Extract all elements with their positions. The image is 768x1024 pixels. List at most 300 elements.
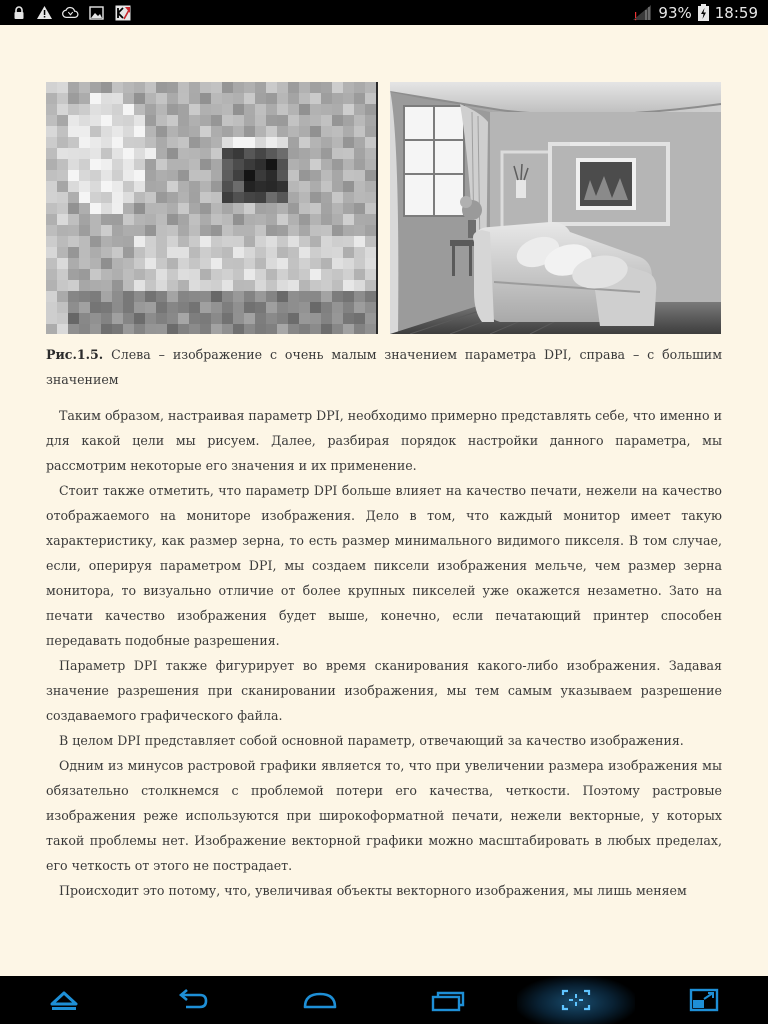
pixel-block (68, 137, 79, 148)
pixel-block (189, 324, 200, 334)
pixel-block (266, 192, 277, 203)
pixel-block (255, 137, 266, 148)
pixel-block (310, 181, 321, 192)
pixel-block (255, 324, 266, 334)
pixel-block (134, 104, 145, 115)
pixel-block (299, 159, 310, 170)
pixel-block (200, 280, 211, 291)
pixel-block (200, 269, 211, 280)
pixel-block (266, 115, 277, 126)
pixel-block (288, 170, 299, 181)
pixel-block (321, 93, 332, 104)
pixel-block (354, 214, 365, 225)
pixel-block (145, 192, 156, 203)
pixel-block (156, 148, 167, 159)
pixel-block (354, 181, 365, 192)
pixel-block (79, 236, 90, 247)
pixel-block (200, 104, 211, 115)
pixel-block (288, 115, 299, 126)
status-bar (0, 0, 768, 25)
pixel-block (200, 148, 211, 159)
pixel-block (156, 159, 167, 170)
pixel-block (244, 192, 255, 203)
pixel-block (310, 324, 321, 334)
pixel-block (189, 82, 200, 93)
pixel-block (167, 258, 178, 269)
pixel-block (343, 115, 354, 126)
pixel-block (244, 82, 255, 93)
pixel-block (57, 302, 68, 313)
pixel-block (211, 104, 222, 115)
pixel-block (343, 126, 354, 137)
pixel-block (101, 291, 112, 302)
pixel-block (233, 137, 244, 148)
pixel-block (343, 247, 354, 258)
pixel-block (57, 214, 68, 225)
pixel-block (211, 324, 222, 334)
pixel-block (288, 137, 299, 148)
paragraph: Одним из минусов растровой графики является то, что при увеличении размера изображения мы обязательно столкнемся с проблемой потери его качества, четкости. Поэтому растровые изображения реже используются при широкоформатной печати, нежели векторные, у которых такой проблемы нет. Изображение векторной графики можно масштабировать в любых пределах, его четкость от этого не пострадает. (46, 758, 722, 873)
pixel-block (57, 137, 68, 148)
pixel-block (46, 126, 57, 137)
pixel-block (332, 181, 343, 192)
pixel-block (244, 324, 255, 334)
pixel-block (299, 269, 310, 280)
pixel-block (266, 203, 277, 214)
pixel-block (112, 247, 123, 258)
pixel-block (365, 313, 376, 324)
pixel-block (321, 313, 332, 324)
pixel-block (266, 104, 277, 115)
pixel-block (211, 280, 222, 291)
pixel-block (365, 247, 376, 258)
pixel-block (211, 291, 222, 302)
pixel-block (178, 313, 189, 324)
pixel-block (123, 137, 134, 148)
pixel-block (299, 104, 310, 115)
pixel-block (178, 203, 189, 214)
pixel-block (79, 104, 90, 115)
pixel-block (288, 258, 299, 269)
pixel-block (299, 203, 310, 214)
pixel-block (365, 137, 376, 148)
pixel-block (255, 159, 266, 170)
pixel-block (90, 170, 101, 181)
pixel-block (222, 280, 233, 291)
pixel-block (343, 280, 354, 291)
pixel-block (112, 181, 123, 192)
pixel-block (277, 324, 288, 334)
pixel-block (211, 115, 222, 126)
pixel-block (90, 115, 101, 126)
pixel-block (167, 269, 178, 280)
pixel-block (343, 258, 354, 269)
pixel-block (167, 93, 178, 104)
pixel-block (200, 203, 211, 214)
pixel-block (156, 313, 167, 324)
pixel-block (112, 324, 123, 334)
pixel-block (68, 159, 79, 170)
pixel-block (343, 236, 354, 247)
pixel-block (365, 148, 376, 159)
pixel-block (145, 104, 156, 115)
pixel-block (46, 192, 57, 203)
pixel-block (189, 104, 200, 115)
pixel-block (189, 181, 200, 192)
pixel-block (266, 225, 277, 236)
pixel-block (46, 104, 57, 115)
pixel-block (255, 93, 266, 104)
pixel-block (299, 82, 310, 93)
pixel-block (233, 82, 244, 93)
pixel-block (310, 93, 321, 104)
pixel-block (255, 192, 266, 203)
pixel-block (288, 225, 299, 236)
pixel-block (189, 280, 200, 291)
pixel-block (233, 181, 244, 192)
pixel-block (134, 269, 145, 280)
pixel-block (310, 247, 321, 258)
pixel-block (211, 302, 222, 313)
pixel-block (332, 302, 343, 313)
pixel-block (46, 258, 57, 269)
pixel-block (244, 115, 255, 126)
pixel-block (101, 181, 112, 192)
home-button[interactable] (270, 976, 370, 1024)
pixel-block (310, 82, 321, 93)
pixel-block (310, 159, 321, 170)
pixel-block (167, 302, 178, 313)
pixel-block (123, 170, 134, 181)
pixel-block (332, 269, 343, 280)
pixel-block (134, 181, 145, 192)
pixel-block (189, 313, 200, 324)
pixel-block (266, 269, 277, 280)
pixel-block (288, 126, 299, 137)
pixel-block (101, 236, 112, 247)
pixel-block (79, 126, 90, 137)
pixel-block (68, 225, 79, 236)
pixel-block (57, 324, 68, 334)
pixel-block (343, 214, 354, 225)
pixel-block (332, 159, 343, 170)
pixel-block (266, 324, 277, 334)
pixel-block (288, 280, 299, 291)
pixel-block (255, 170, 266, 181)
pixel-block (123, 115, 134, 126)
pixel-block (277, 93, 288, 104)
pixel-block (354, 269, 365, 280)
pixel-block (57, 291, 68, 302)
pixel-block (101, 258, 112, 269)
pixel-block (288, 181, 299, 192)
pixel-block (57, 159, 68, 170)
pixel-block (90, 148, 101, 159)
pixel-block (112, 302, 123, 313)
warning-icon (36, 4, 53, 21)
pixel-block (222, 104, 233, 115)
pixel-block (145, 82, 156, 93)
pixel-block (354, 148, 365, 159)
pixel-block (277, 203, 288, 214)
pixel-block (101, 170, 112, 181)
pixel-block (57, 313, 68, 324)
pixel-block (365, 159, 376, 170)
pixel-block (134, 148, 145, 159)
pixel-block (123, 214, 134, 225)
pixel-block (255, 82, 266, 93)
pixel-block (277, 291, 288, 302)
pixel-block (332, 137, 343, 148)
pixel-block (112, 148, 123, 159)
pixel-block (68, 280, 79, 291)
pixel-block (112, 203, 123, 214)
pixel-block (189, 236, 200, 247)
pixel-block (354, 324, 365, 334)
pixel-block (200, 93, 211, 104)
pixel-block (222, 247, 233, 258)
pixel-block (90, 225, 101, 236)
pixel-block (123, 159, 134, 170)
pixel-block (233, 225, 244, 236)
pixel-block (233, 302, 244, 313)
pixel-block (299, 93, 310, 104)
pixel-block (321, 170, 332, 181)
pixel-block (277, 269, 288, 280)
pixel-block (244, 148, 255, 159)
pixel-block (321, 280, 332, 291)
pixel-block (354, 302, 365, 313)
pixel-block (79, 115, 90, 126)
figure-caption (46, 342, 722, 392)
pixel-block (321, 148, 332, 159)
pixel-block (222, 159, 233, 170)
pixel-block (156, 247, 167, 258)
recent-apps-button[interactable] (398, 976, 498, 1024)
hide-bar-icon (48, 988, 80, 1012)
pixel-block (57, 280, 68, 291)
pixel-block (46, 225, 57, 236)
pixel-block (288, 159, 299, 170)
pixel-block (200, 159, 211, 170)
pixel-block (200, 181, 211, 192)
pixel-block (310, 313, 321, 324)
pixel-block (343, 148, 354, 159)
pixel-block (277, 258, 288, 269)
pixel-block (167, 236, 178, 247)
pixel-block (310, 170, 321, 181)
pixel-block (266, 93, 277, 104)
pixel-block (244, 104, 255, 115)
pixel-block (343, 192, 354, 203)
pixel-block (90, 313, 101, 324)
pixel-block (145, 280, 156, 291)
pixel-block (167, 126, 178, 137)
pixel-block (310, 137, 321, 148)
pixel-block (90, 126, 101, 137)
pixel-block (46, 82, 57, 93)
pixel-block (343, 203, 354, 214)
back-button[interactable] (142, 976, 242, 1024)
pixel-block (57, 126, 68, 137)
pixel-block (167, 291, 178, 302)
pixel-block (288, 214, 299, 225)
pixel-block (332, 247, 343, 258)
pixel-block (343, 291, 354, 302)
pixel-block (277, 225, 288, 236)
pixel-block (79, 280, 90, 291)
pixel-block (255, 104, 266, 115)
caption-text: Слева – изображение с очень малым значением параметра DPI, справа – с большим значением (46, 347, 722, 387)
pixel-block (233, 291, 244, 302)
pixel-block (123, 269, 134, 280)
pixel-block (134, 258, 145, 269)
pixel-block (255, 126, 266, 137)
pixel-block (90, 302, 101, 313)
pixel-block (343, 324, 354, 334)
pixel-block (156, 82, 167, 93)
pixel-block (134, 170, 145, 181)
pixel-block (222, 170, 233, 181)
pixel-block (123, 313, 134, 324)
pixel-block (123, 225, 134, 236)
pixel-block (156, 291, 167, 302)
hide-bar-button[interactable] (14, 976, 114, 1024)
pixel-block (266, 181, 277, 192)
pixel-block (233, 203, 244, 214)
pixel-block (211, 192, 222, 203)
pixel-block (46, 115, 57, 126)
pixel-block (145, 126, 156, 137)
pixel-block (134, 137, 145, 148)
pixel-block (244, 247, 255, 258)
pixel-block (200, 192, 211, 203)
pixel-block (343, 269, 354, 280)
pixel-block (145, 181, 156, 192)
pixel-block (189, 192, 200, 203)
pixel-block (211, 181, 222, 192)
pixel-block (255, 236, 266, 247)
pixel-block (211, 170, 222, 181)
system-status (632, 0, 758, 25)
pixel-block (299, 247, 310, 258)
pixel-block (365, 324, 376, 334)
pixel-block (343, 302, 354, 313)
pixel-block (79, 159, 90, 170)
pixel-block (365, 280, 376, 291)
pixel-block (288, 302, 299, 313)
pixel-block (189, 214, 200, 225)
pixel-block (68, 104, 79, 115)
pixel-block (156, 236, 167, 247)
pixel-block (365, 291, 376, 302)
pixel-block (178, 214, 189, 225)
screenshot-button[interactable] (526, 976, 626, 1024)
pixel-block (365, 192, 376, 203)
pixel-block (90, 291, 101, 302)
pixel-block (189, 93, 200, 104)
pixel-block (145, 203, 156, 214)
pixel-block (145, 236, 156, 247)
pixel-block (57, 104, 68, 115)
pixel-block (90, 247, 101, 258)
pixel-block (68, 258, 79, 269)
pixel-block (178, 181, 189, 192)
pixel-block (365, 236, 376, 247)
image-icon (88, 4, 105, 21)
pixel-block (255, 203, 266, 214)
pixel-block (57, 82, 68, 93)
pixel-block (255, 115, 266, 126)
pixel-block (189, 203, 200, 214)
pixel-block (134, 236, 145, 247)
pixel-block (211, 225, 222, 236)
pixel-block (332, 93, 343, 104)
pixel-block (277, 148, 288, 159)
pixel-block (134, 93, 145, 104)
pixel-block (343, 137, 354, 148)
pixel-block (354, 313, 365, 324)
pixel-block (112, 258, 123, 269)
pixel-block (200, 225, 211, 236)
pixel-block (211, 93, 222, 104)
pixel-block (90, 192, 101, 203)
reader-page[interactable] (0, 25, 768, 976)
pixel-block (145, 159, 156, 170)
low-dpi-image (46, 82, 376, 334)
pixel-block (321, 203, 332, 214)
pixel-block (112, 269, 123, 280)
pixel-block (233, 93, 244, 104)
pixel-block (79, 192, 90, 203)
cloud-icon (62, 4, 79, 21)
pixel-block (233, 258, 244, 269)
pixel-block (354, 192, 365, 203)
pixel-block (277, 247, 288, 258)
pixel-block (321, 159, 332, 170)
pixel-block (123, 236, 134, 247)
pixel-block (310, 291, 321, 302)
pixel-block (79, 324, 90, 334)
pixel-block (101, 137, 112, 148)
pixel-block (277, 115, 288, 126)
pixel-block (277, 214, 288, 225)
pixel-block (68, 291, 79, 302)
pixel-block (277, 302, 288, 313)
pixel-block (233, 104, 244, 115)
pixel-block (178, 126, 189, 137)
pixel-block (156, 104, 167, 115)
kaspersky-icon (114, 4, 131, 21)
pixel-block (222, 148, 233, 159)
pixel-block (299, 126, 310, 137)
window-resize-button[interactable] (654, 976, 754, 1024)
pixel-block (101, 247, 112, 258)
pixel-block (222, 115, 233, 126)
pixel-block (57, 236, 68, 247)
pixel-block (288, 291, 299, 302)
figure-comparison (46, 82, 721, 334)
pixel-block (365, 181, 376, 192)
pixel-block (178, 247, 189, 258)
pixel-block (112, 115, 123, 126)
pixel-block (189, 115, 200, 126)
pixel-block (277, 159, 288, 170)
pixel-block (299, 192, 310, 203)
pixel-block (277, 280, 288, 291)
paragraph: В целом DPI представляет собой основной параметр, отвечающий за качество изображения. (59, 733, 684, 748)
pixel-block (233, 214, 244, 225)
